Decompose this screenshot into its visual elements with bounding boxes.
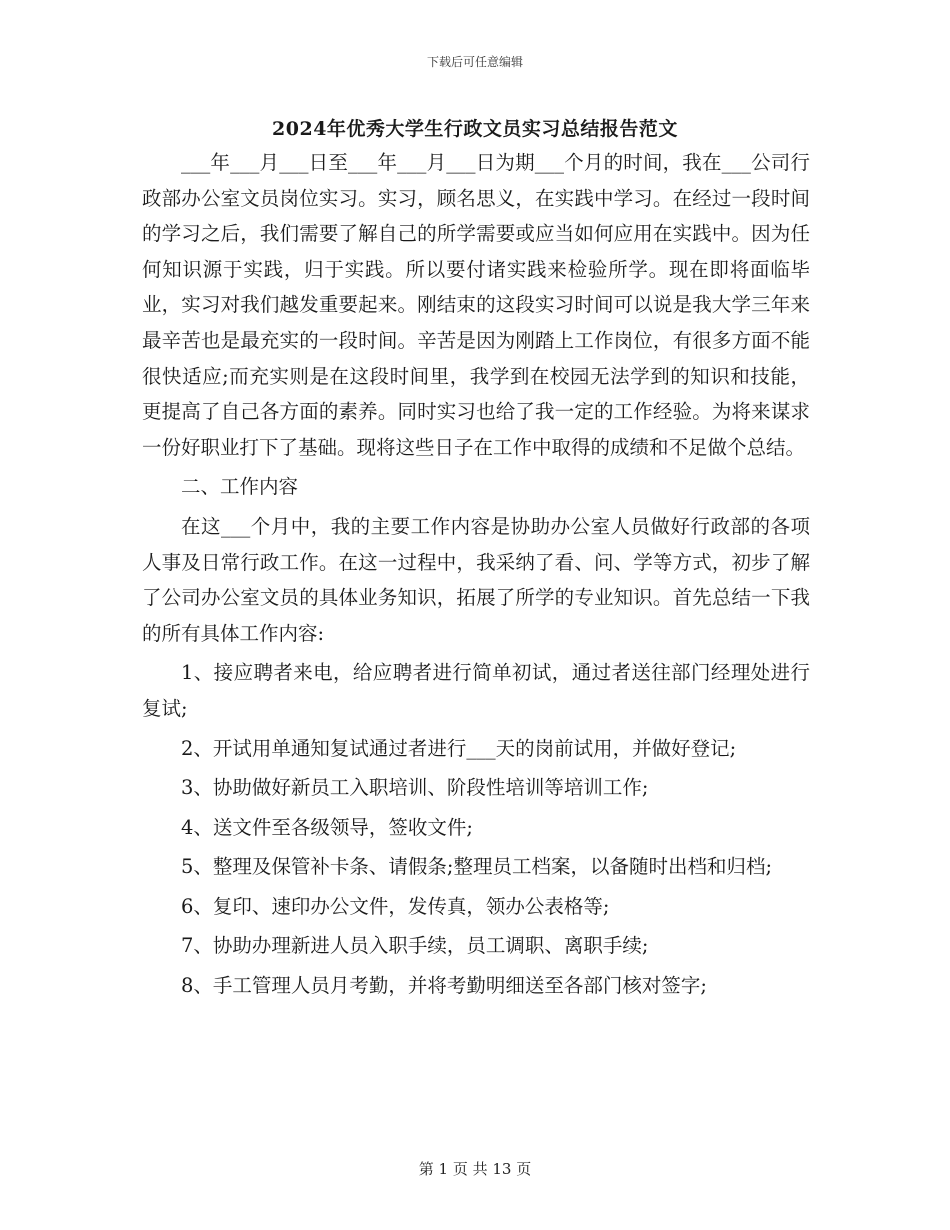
page-footer: 第 1 页 共 13 页 (418, 1160, 532, 1178)
list-item: 7、协助办理新进人员入职手续，员工调职、离职手续; (181, 934, 649, 958)
intro-paragraph: ___年___月___日至___年___月___日为期___个月的时间，我在___公司行政部办公室文员岗位实习。实习，顾名思义，在实践中学习。在经过一段时间的学习之后，我们需要了解自己的所学需要或应当如何应用在实践中。因为任何知识源于实践，归于实践。所以要付诸实践来检验所学。现在即将面临毕业，实习对我们越发重要起来。刚结束的这段实习时间可以说是我大学三年来最辛苦也是最充实的一段时间。辛苦是因为刚踏上工作岗位，有很多方面不能很快适应;而充实则是在这段时间里，我学到在校园无法学到的知识和技能，更提高了自己各方面的素养。同时实习也给了我一定的工作经验。为将来谋求一份好职业打下了基础。现将这些日子在工作中取得的成绩和不足做个总结。 (142, 151, 810, 459)
page-header: 下载后可任意编辑 (426, 55, 523, 69)
list-item: 4、送文件至各级领导，签收文件; (181, 815, 473, 839)
document-title: 2024年优秀大学生行政文员实习总结报告范文 (272, 118, 678, 140)
document-body (142, 145, 810, 1004)
list-item: 6、复印、速印办公文件，发传真，领办公表格等; (181, 894, 610, 918)
work-summary-paragraph: 在这___个月中，我的主要工作内容是协助办公室人员做好行政部的各项人事及日常行政工作。在这一过程中，我采纳了看、问、学等方式，初步了解了公司办公室文员的具体业务知识，拓展了所学的专业知识。首先总结一下我的所有具体工作内容: (142, 514, 810, 645)
list-item: 5、整理及保管补卡条、请假条;整理员工档案，以备随时出档和归档; (181, 855, 773, 879)
list-item: 3、协助做好新员工入职培训、阶段性培训等培训工作; (181, 776, 649, 800)
list-item: 8、手工管理人员月考勤，并将考勤明细送至各部门核对签字; (181, 974, 707, 998)
list-item: 1、接应聘者来电，给应聘者进行简单初试，通过者送往部门经理处进行复试; (142, 661, 810, 720)
section-heading-work-content: 二、工作内容 (181, 475, 299, 499)
list-item: 2、开试用单通知复试通过者进行___天的岗前试用，并做好登记; (181, 736, 737, 760)
